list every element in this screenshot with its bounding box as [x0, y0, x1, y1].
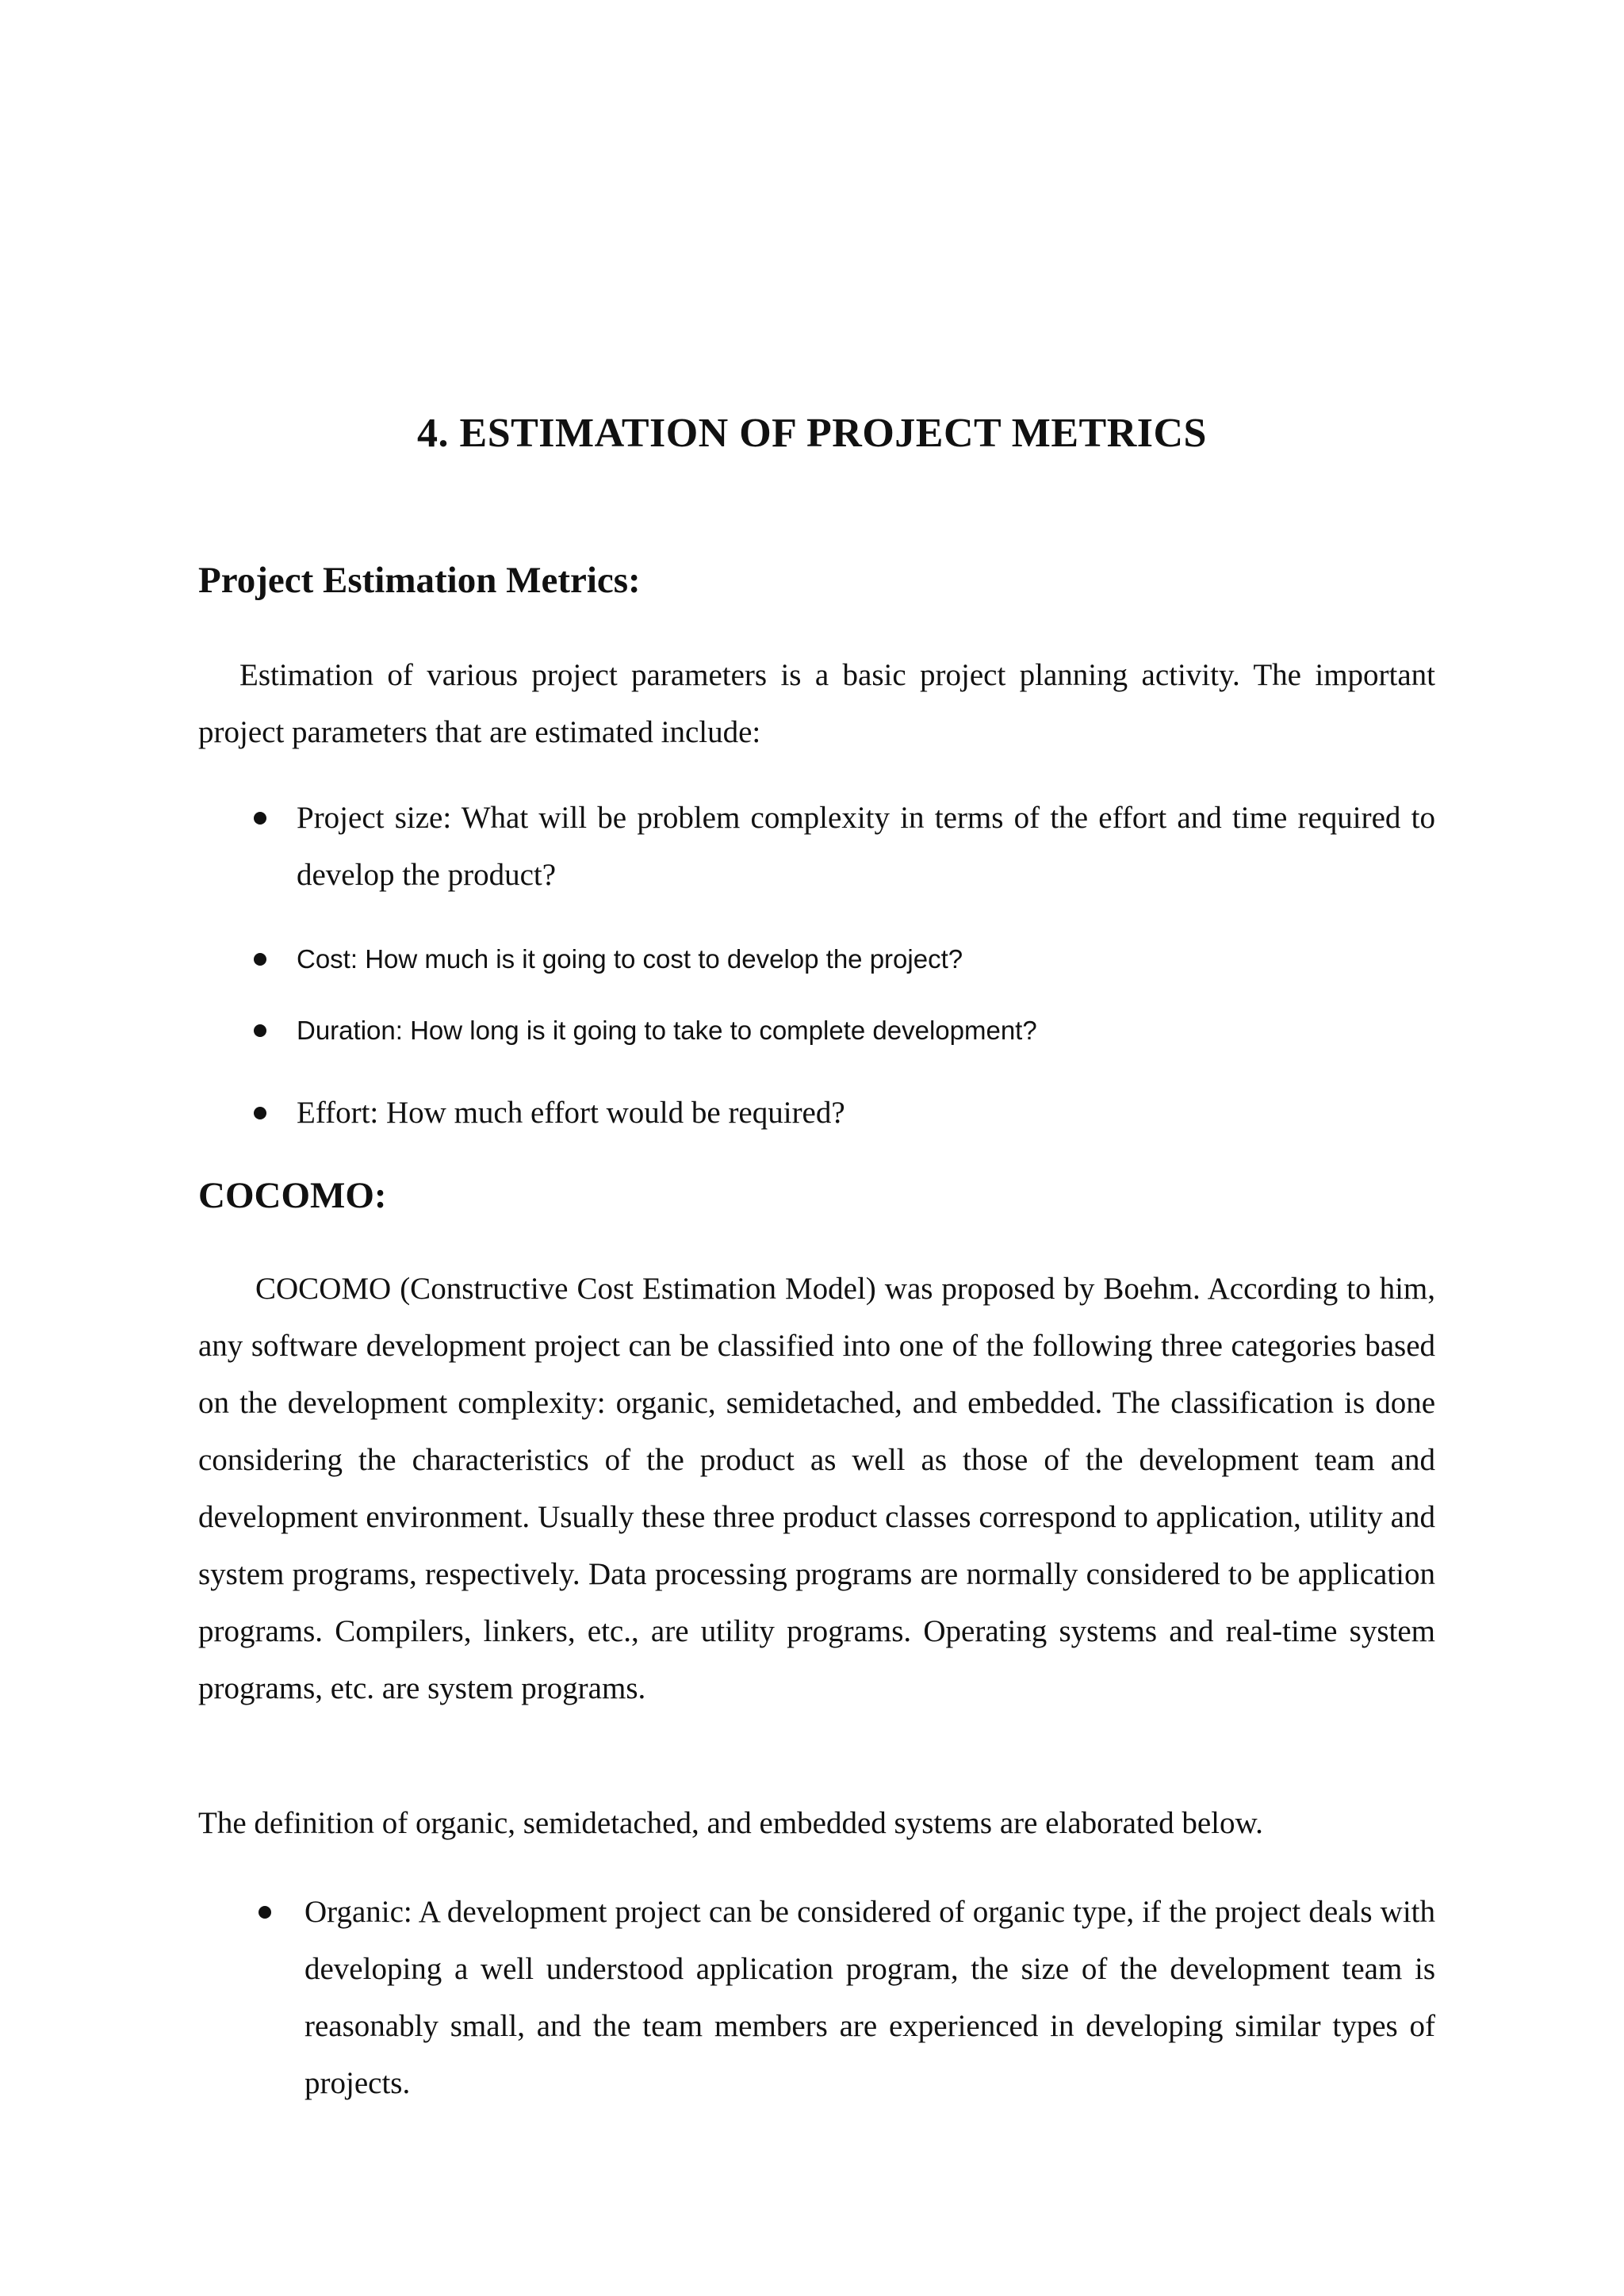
- estimation-intro-paragraph: Estimation of various project parameters is a basic project planning activity. The important project parameters that are estimated include:: [198, 658, 1435, 749]
- list-item-text: Organic: A development project can be considered of organic type, if the project deals with developing a well understood application program, the size of the development team is reasonably small, and the team members are experienced in developing similar types of projects.: [304, 1895, 1435, 2100]
- list-item-text: Duration: How long is it going to take to complete development?: [297, 1016, 1037, 1045]
- bullet-icon: [254, 1107, 266, 1119]
- bullet-icon: [259, 1906, 271, 1919]
- definition-intro-paragraph: The definition of organic, semidetached, and embedded systems are elaborated below.: [198, 1806, 1263, 1840]
- list-item-text: Effort: How much effort would be required?: [297, 1096, 845, 1130]
- list-item-text: Project size: What will be problem complexity in terms of the effort and time required to develop the product?: [297, 801, 1435, 892]
- section-heading-project-estimation-metrics: Project Estimation Metrics:: [198, 560, 641, 601]
- bullet-icon: [254, 1024, 266, 1037]
- chapter-title: 4. ESTIMATION OF PROJECT METRICS: [417, 411, 1207, 456]
- bullet-icon: [254, 812, 266, 825]
- bullet-icon: [254, 953, 266, 966]
- cocomo-paragraph: COCOMO (Constructive Cost Estimation Model) was proposed by Boehm. According to him, any software development project can be classified into one of the following three categories based on the development complexity: organic, semidetached, and embedded. The classification is done considering the characteristics of the product as well as those of the development team and development environment. Usually these three product classes correspond to application, utility and system programs, respectively. Data processing programs are normally considered to be application programs. Compilers, linkers, etc., are utility programs. Operating systems and real-time system programs, etc. are system programs.: [198, 1272, 1435, 1705]
- list-item-text: Cost: How much is it going to cost to develop the project?: [297, 944, 963, 974]
- section-heading-cocomo: COCOMO:: [198, 1175, 387, 1216]
